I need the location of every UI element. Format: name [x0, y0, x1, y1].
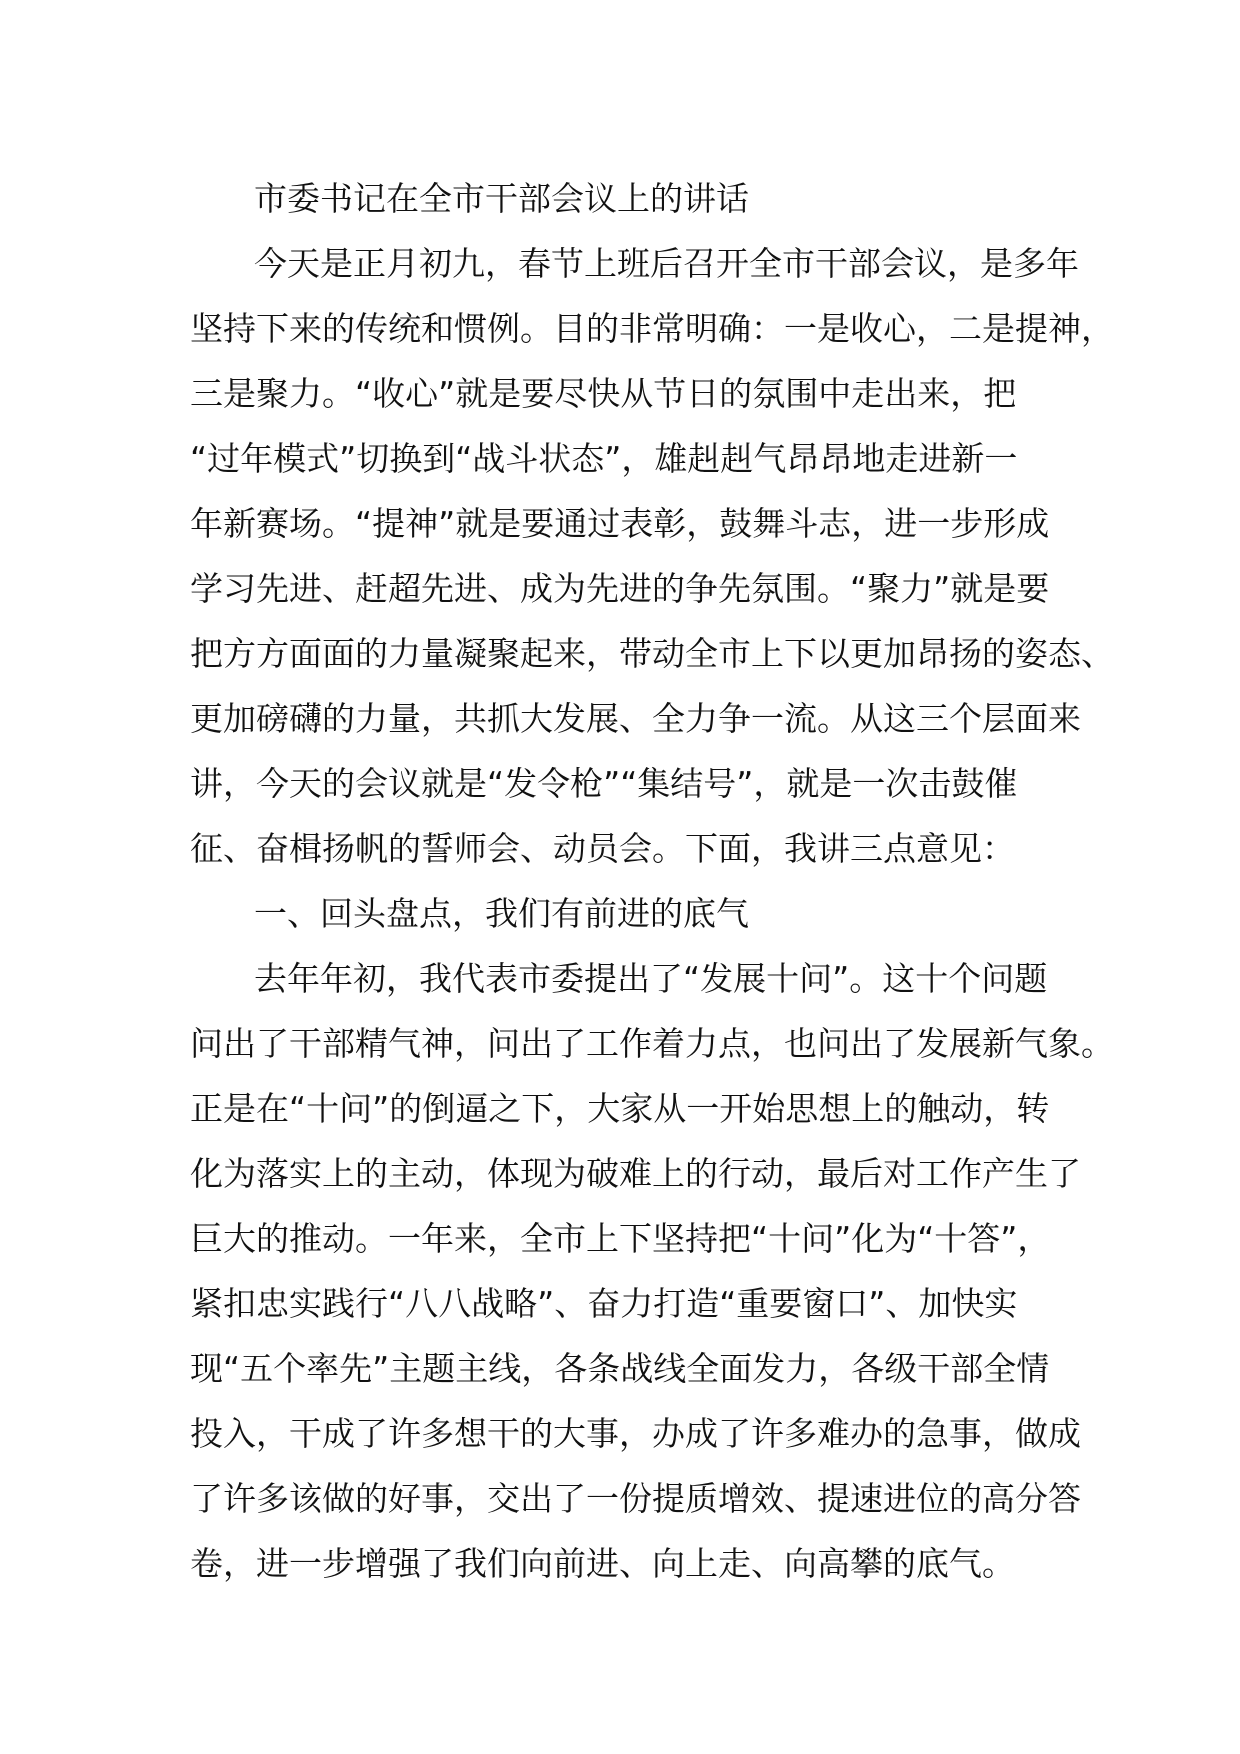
paragraph-1-line: 更加磅礴的力量，共抓大发展、全力争一流。从这三个层面来 — [190, 699, 1081, 738]
paragraph-1-line: “过年模式”切换到“战斗状态”，雄赳赳气昂昂地走进新一 — [190, 439, 1018, 478]
paragraph-1-line: 坚持下来的传统和惯例。目的非常明确：一是收心，二是提神， — [190, 309, 1114, 348]
document-body — [190, 166, 1114, 1596]
paragraph-1-line: 讲，今天的会议就是“发令枪”“集结号”，就是一次击鼓催 — [190, 764, 1018, 803]
paragraph-1-line: 学习先进、赶超先进、成为先进的争先氛围。“聚力”就是要 — [190, 569, 1050, 608]
paragraph-2-line: 紧扣忠实践行“八八战略”、奋力打造“重要窗口”、加快实 — [190, 1284, 1018, 1323]
paragraph-2-line: 化为落实上的主动，体现为破难上的行动，最后对工作产生了 — [190, 1154, 1081, 1193]
paragraph-1-line: 把方方面面的力量凝聚起来，带动全市上下以更加昂扬的姿态、 — [190, 634, 1114, 673]
paragraph-2-line: 去年年初，我代表市委提出了“发展十问”。这十个问题 — [254, 959, 1048, 998]
paragraph-2-line: 正是在“十问”的倒逼之下，大家从一开始思想上的触动，转 — [190, 1089, 1050, 1128]
paragraph-2-line: 投入，干成了许多想干的大事，办成了许多难办的急事，做成 — [190, 1414, 1081, 1453]
paragraph-2-line: 巨大的推动。一年来，全市上下坚持把“十问”化为“十答”， — [190, 1219, 1051, 1258]
paragraph-1-line: 年新赛场。“提神”就是要通过表彰，鼓舞斗志，进一步形成 — [190, 504, 1050, 543]
document-title: 市委书记在全市干部会议上的讲话 — [254, 179, 749, 218]
paragraph-2-line: 问出了干部精气神，问出了工作着力点，也问出了发展新气象。 — [190, 1024, 1114, 1063]
paragraph-2-line: 卷，进一步增强了我们向前进、向上走、向高攀的底气。 — [190, 1544, 1015, 1583]
paragraph-1-line: 今天是正月初九，春节上班后召开全市干部会议，是多年 — [254, 244, 1079, 283]
paragraph-2-line: 现“五个率先”主题主线，各条战线全面发力，各级干部全情 — [190, 1349, 1050, 1388]
paragraph-2-line: 了许多该做的好事，交出了一份提质增效、提速进位的高分答 — [190, 1479, 1081, 1518]
paragraph-1-line: 三是聚力。“收心”就是要尽快从节日的氛围中走出来，把 — [190, 374, 1017, 413]
paragraph-1-line: 征、奋楫扬帆的誓师会、动员会。下面，我讲三点意见： — [190, 829, 1015, 868]
section-heading-1: 一、回头盘点，我们有前进的底气 — [254, 894, 749, 933]
